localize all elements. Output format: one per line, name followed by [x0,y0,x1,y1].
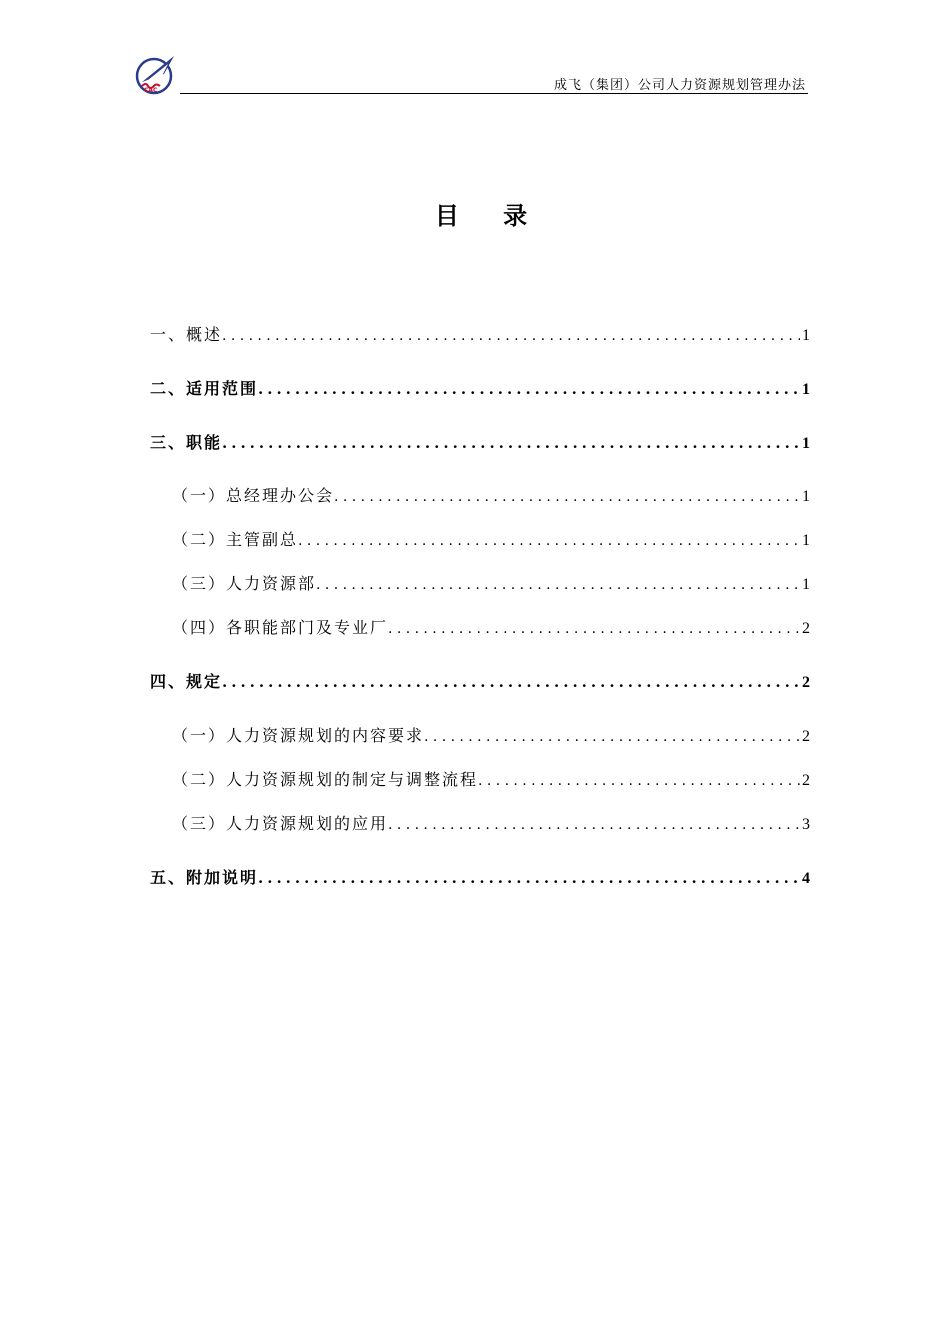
toc-subentry[interactable] [172,765,810,795]
dot-leader [222,667,800,697]
dot-leader [258,863,800,893]
toc-entry-label: （三）人力资源部 [172,574,317,593]
dot-leader [388,810,800,840]
toc-entry-page: 4 [802,870,810,887]
header-title: 成飞（集团）公司人力资源规划管理办法 [553,78,806,93]
toc-entry-page: 2 [802,728,810,745]
dot-leader [316,570,800,600]
dot-leader [222,321,800,351]
dot-leader [298,526,800,556]
toc-entry[interactable] [150,374,810,404]
toc-subentry[interactable] [172,809,810,839]
svg-text:CAC: CAC [144,87,158,94]
toc-entry-page: 1 [802,327,810,344]
toc-subentry[interactable] [172,613,810,643]
toc-entry-page: 2 [802,674,810,691]
toc-entry[interactable] [150,428,810,458]
toc-entry-label: 一、概述 [150,325,223,344]
dot-leader [388,614,800,644]
toc-subentry[interactable] [172,481,810,511]
toc-subentry[interactable] [172,525,810,555]
toc-entry[interactable] [150,320,810,350]
dot-leader [478,766,800,796]
toc-subentry[interactable] [172,569,810,599]
toc-entry-page: 1 [802,576,810,593]
header-divider [180,93,808,94]
toc-title: 目 录 [434,202,546,230]
toc-subentry[interactable] [172,721,810,751]
toc-entry-label: 五、附加说明 [150,868,259,887]
toc-entry-label: 四、规定 [150,672,223,691]
toc-entry-page: 1 [802,435,810,452]
dot-leader [334,482,800,512]
toc-entry-label: 三、职能 [150,433,223,452]
toc-entry-label: （二）人力资源规划的制定与调整流程 [172,770,479,789]
toc-entry-label: 二、适用范围 [150,379,259,398]
dot-leader [258,374,800,404]
aircraft-logo-icon [134,52,180,96]
toc-entry-label: （一）总经理办公会 [172,486,335,505]
toc-entry-label: （四）各职能部门及专业厂 [172,618,389,637]
toc-entry[interactable] [150,863,810,893]
toc-entry-page: 1 [802,488,810,505]
toc-entry-page: 3 [802,816,810,833]
toc-entry-label: （三）人力资源规划的应用 [172,814,389,833]
toc-entry-page: 2 [802,772,810,789]
toc-entry-label: （二）主管副总 [172,530,299,549]
toc-entry-page: 2 [802,620,810,637]
dot-leader [222,428,800,458]
toc-entry-page: 1 [802,532,810,549]
toc-entry-label: （一）人力资源规划的内容要求 [172,726,425,745]
dot-leader [424,722,800,752]
toc-entry[interactable] [150,667,810,697]
toc-entry-page: 1 [802,381,810,398]
